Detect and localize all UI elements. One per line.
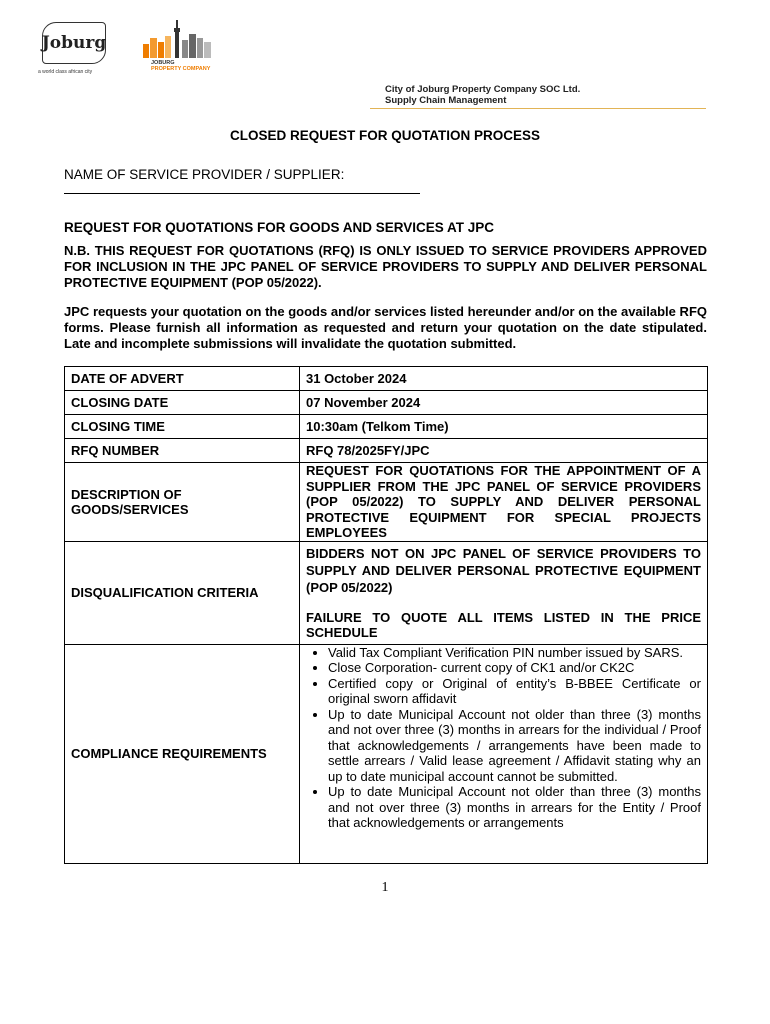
table-row — [65, 415, 708, 439]
table-row — [65, 439, 708, 463]
jpc-name-line2: PROPERTY COMPANY — [151, 66, 211, 72]
section-heading: REQUEST FOR QUOTATIONS FOR GOODS AND SERVICES AT JPC — [64, 220, 495, 235]
advert-value: 31 October 2024 — [300, 367, 708, 391]
list-item: • Certified copy or Original of entity’s B-BBEE Certificate or original sworn affidavit — [328, 676, 701, 707]
company-info — [385, 84, 580, 106]
list-item: • Up to date Municipal Account not older than three (3) months and not over three (3) months in arrears for the Entity / Proof that acknowledgements or arrangements — [328, 784, 701, 831]
compliance-value — [300, 644, 708, 863]
jpc-name-line1: JOBURG — [151, 60, 175, 66]
description-label: DESCRIPTION OF GOODS/SERVICES — [65, 463, 300, 542]
rfq-number-label: RFQ NUMBER — [65, 439, 300, 463]
company-department: Supply Chain Management — [385, 95, 507, 106]
closing-date-value: 07 November 2024 — [300, 391, 708, 415]
table-row — [65, 541, 708, 644]
list-item: • Up to date Municipal Account not older than three (3) months and not over three (3) months in arrears for the individual / Proof that acknowledgements / arrangements have been made to settle arrears / Valid lease agreement / Affidavit stating why an up to date municipal account cannot be submitted. — [328, 707, 701, 785]
closing-time-value: 10:30am (Telkom Time) — [300, 415, 708, 439]
supplier-label: NAME OF SERVICE PROVIDER / SUPPLIER: — [64, 167, 345, 182]
table-row — [65, 644, 708, 863]
rfq-details-table — [64, 366, 708, 864]
compliance-label: COMPLIANCE REQUIREMENTS — [65, 644, 300, 863]
disqualification-criterion-1: BIDDERS NOT ON JPC PANEL OF SERVICE PROVIDERS TO SUPPLY AND DELIVER PERSONAL PROTECTIVE EQUIPMENT (POP 05/2022) — [306, 545, 701, 595]
list-item: • Valid Tax Compliant Verification PIN number issued by SARS. — [328, 645, 701, 661]
closing-date-label: CLOSING DATE — [65, 391, 300, 415]
intro-paragraph: JPC requests your quotation on the goods and/or services listed hereunder and/or on the available RFQ forms. Please furnish all information as requested and return your quotation on the date stipulated. Late and incomplete submissions will invalidate the quotation submitted. — [64, 304, 707, 351]
joburg-wordmark: Joburg — [42, 22, 106, 64]
list-item: • Close Corporation- current copy of CK1 and/or CK2C — [328, 660, 701, 676]
joburg-tagline: a world class african city — [38, 69, 93, 75]
closing-time-label: CLOSING TIME — [65, 415, 300, 439]
skyline-icon — [143, 18, 213, 58]
disqualification-label: DISQUALIFICATION CRITERIA — [65, 541, 300, 644]
rfq-number-value: RFQ 78/2025FY/JPC — [300, 439, 708, 463]
table-row — [65, 367, 708, 391]
description-value: REQUEST FOR QUOTATIONS FOR THE APPOINTMENT OF A SUPPLIER FROM THE JPC PANEL OF SERVICE PROVIDERS (POP 05/2022) TO SUPPLY AND DELIVER PERSONAL PROTECTIVE EQUIPMENT FOR SPECIAL PROJECTS EMPLOYEES — [300, 463, 708, 542]
page-number: 1 — [381, 880, 389, 895]
document-title: CLOSED REQUEST FOR QUOTATION PROCESS — [229, 128, 541, 143]
joburg-logo — [38, 20, 118, 78]
supplier-name-field[interactable] — [64, 193, 420, 194]
disqualification-criterion-2: FAILURE TO QUOTE ALL ITEMS LISTED IN THE PRICE SCHEDULE — [306, 609, 701, 640]
disqualification-value — [300, 541, 708, 644]
compliance-list — [306, 645, 701, 831]
company-name: City of Joburg Property Company SOC Ltd. — [385, 84, 581, 95]
table-row — [65, 463, 708, 542]
advert-label: DATE OF ADVERT — [65, 367, 300, 391]
header-divider — [370, 108, 706, 109]
jpc-name — [151, 60, 210, 72]
jpc-logo — [143, 18, 233, 76]
nb-notice: N.B. THIS REQUEST FOR QUOTATIONS (RFQ) IS ONLY ISSUED TO SERVICE PROVIDERS APPROVED FOR INCLUSION IN THE JPC PANEL OF SERVICE PROVIDERS TO SUPPLY AND DELIVER PERSONAL PROTECTIVE EQUIPMENT (POP 05/2022). — [64, 243, 707, 290]
table-row — [65, 391, 708, 415]
